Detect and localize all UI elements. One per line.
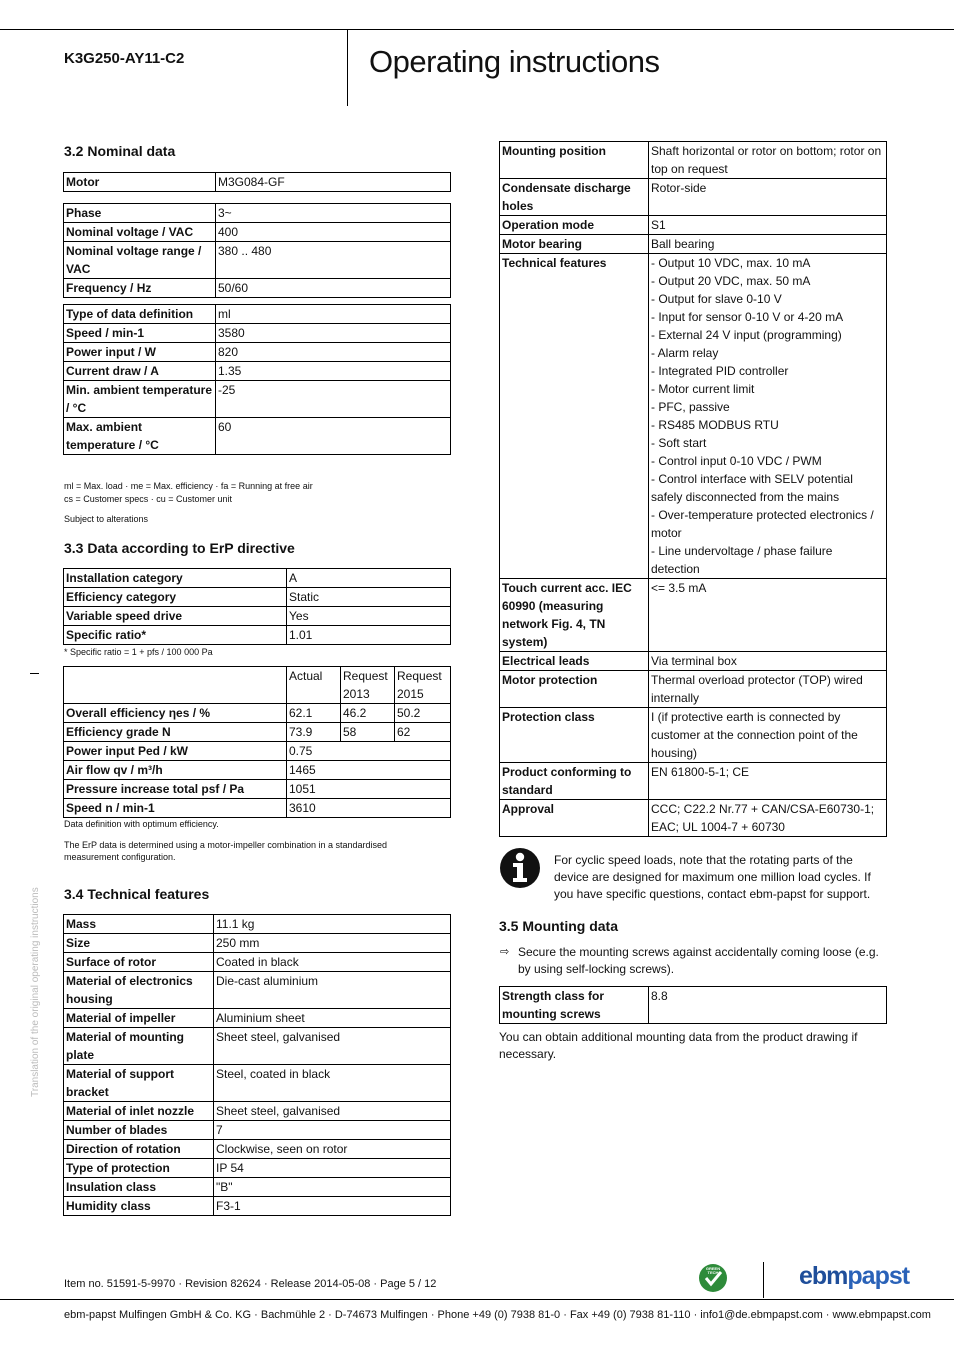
section-heading-erp: 3.3 Data according to ErP directive bbox=[64, 540, 295, 556]
row-value: Sheet steel, galvanised bbox=[214, 1028, 451, 1065]
row-value: Static bbox=[287, 588, 451, 607]
sidebar-translation-note: Translation of the original operating instructions bbox=[30, 887, 41, 1097]
row-label: Technical features bbox=[500, 254, 649, 579]
row-value: Coated in black bbox=[214, 953, 451, 972]
row-value: 1465 bbox=[287, 761, 451, 780]
electrical-row bbox=[64, 204, 451, 223]
col-request-2015: Request 2015 bbox=[395, 667, 451, 704]
row-label: Mounting position bbox=[500, 142, 649, 179]
row-label: Material of impeller bbox=[64, 1009, 214, 1028]
motor-row bbox=[64, 173, 451, 192]
row-label: Speed / min-1 bbox=[64, 324, 216, 343]
subject-to-alterations: Subject to alterations bbox=[64, 514, 149, 524]
row-value: 50.2 bbox=[395, 704, 451, 723]
row-label: Frequency / Hz bbox=[64, 279, 216, 298]
row-value: M3G084-GF bbox=[216, 173, 451, 192]
efficiency-row bbox=[64, 723, 451, 742]
row-value: Rotor-side bbox=[649, 179, 887, 216]
operating-row bbox=[64, 343, 451, 362]
row-value: -25 bbox=[216, 381, 451, 418]
row-value: Shaft horizontal or rotor on bottom; rotor on top on request bbox=[649, 142, 887, 179]
row-label: Touch current acc. IEC 60990 (measuring network Fig. 4, TN system) bbox=[500, 579, 649, 652]
row-label: Power input / W bbox=[64, 343, 216, 362]
row-value: F3-1 bbox=[214, 1197, 451, 1216]
green-tech-badge bbox=[698, 1263, 728, 1293]
document-title: Operating instructions bbox=[369, 44, 660, 79]
row-label: Product conforming to standard bbox=[500, 763, 649, 800]
info-text: For cyclic speed loads, note that the rotating parts of the device are designed for maximum one million load cycles. If you have specific questions, contact ebm-papst for support. bbox=[554, 853, 871, 901]
row-label: Operation mode bbox=[500, 216, 649, 235]
row-value: 0.75 bbox=[287, 742, 451, 761]
row-value: I (if protective earth is connected by customer at the connection point of the housing) bbox=[649, 708, 887, 763]
erp-row bbox=[64, 588, 451, 607]
row-label: Strength class for mounting screws bbox=[500, 987, 649, 1024]
row-label: Motor bbox=[64, 173, 216, 192]
row-label: Pressure increase total psf / Pa bbox=[64, 780, 287, 799]
more-mounting-data: You can obtain additional mounting data from the product drawing if necessary. bbox=[499, 1030, 858, 1061]
row-label: Speed n / min-1 bbox=[64, 799, 287, 818]
row-label: Material of mounting plate bbox=[64, 1028, 214, 1065]
row-label: Type of data definition bbox=[64, 305, 216, 324]
row-value: Clockwise, seen on rotor bbox=[214, 1140, 451, 1159]
row-label: Humidity class bbox=[64, 1197, 214, 1216]
property-row bbox=[500, 763, 887, 800]
technical-features-table bbox=[63, 914, 451, 1216]
property-row bbox=[500, 579, 887, 652]
technical-row bbox=[64, 1121, 451, 1140]
row-value: S1 bbox=[649, 216, 887, 235]
row-value: IP 54 bbox=[214, 1159, 451, 1178]
row-label: Condensate discharge holes bbox=[500, 179, 649, 216]
row-label: Variable speed drive bbox=[64, 607, 287, 626]
row-label: Min. ambient temperature / °C bbox=[64, 381, 216, 418]
technical-row bbox=[64, 1102, 451, 1121]
operating-data-table bbox=[63, 304, 451, 455]
row-value: Via terminal box bbox=[649, 652, 887, 671]
footer-rule bbox=[0, 1299, 954, 1300]
legend-line-2: cs = Customer specs · cu = Customer unit bbox=[64, 494, 233, 504]
erp-note-2: The ErP data is determined using a motor-impeller combination in a standardised measurement configuration. bbox=[64, 840, 388, 862]
row-value: EN 61800-5-1; CE bbox=[649, 763, 887, 800]
row-value: 50/60 bbox=[216, 279, 451, 298]
operating-row bbox=[64, 381, 451, 418]
row-value: 3580 bbox=[216, 324, 451, 343]
electrical-data-table bbox=[63, 203, 451, 298]
efficiency-row bbox=[64, 799, 451, 818]
row-label: Material of inlet nozzle bbox=[64, 1102, 214, 1121]
erp-row bbox=[64, 569, 451, 588]
arrow-bullet-icon: ⇨ bbox=[500, 946, 510, 958]
property-row bbox=[500, 179, 887, 216]
row-label: Nominal voltage range / VAC bbox=[64, 242, 216, 279]
row-value: 400 bbox=[216, 223, 451, 242]
operating-row bbox=[64, 418, 451, 455]
technical-row bbox=[64, 1140, 451, 1159]
property-row bbox=[500, 216, 887, 235]
row-value: Sheet steel, galvanised bbox=[214, 1102, 451, 1121]
row-label: Motor protection bbox=[500, 671, 649, 708]
operating-row bbox=[64, 362, 451, 381]
mounting-instruction: Secure the mounting screws against accidentally coming loose (e.g. by using self-locking screws). bbox=[518, 945, 879, 976]
row-label: Size bbox=[64, 934, 214, 953]
erp-row bbox=[64, 607, 451, 626]
technical-row bbox=[64, 953, 451, 972]
property-row bbox=[500, 800, 887, 837]
technical-row bbox=[64, 1028, 451, 1065]
row-label: Protection class bbox=[500, 708, 649, 763]
row-value: 380 .. 480 bbox=[216, 242, 451, 279]
row-label: Installation category bbox=[64, 569, 287, 588]
erp-note-1: Data definition with optimum efficiency. bbox=[64, 819, 219, 829]
row-value: 3610 bbox=[287, 799, 451, 818]
row-label: Efficiency category bbox=[64, 588, 287, 607]
technical-row bbox=[64, 972, 451, 1009]
efficiency-table bbox=[63, 666, 451, 818]
row-label: Number of blades bbox=[64, 1121, 214, 1140]
row-value: 62 bbox=[395, 723, 451, 742]
row-label: Phase bbox=[64, 204, 216, 223]
electrical-row bbox=[64, 242, 451, 279]
col-request-2013: Request 2013 bbox=[341, 667, 395, 704]
row-value: 1.01 bbox=[287, 626, 451, 645]
technical-row bbox=[64, 1065, 451, 1102]
header-top-rule bbox=[0, 29, 954, 30]
company-address-line: ebm-papst Mulfingen GmbH & Co. KG · Bachmühle 2 · D-74673 Mulfingen · Phone +49 (0) 7938 81-0 · Fax +49 (0) 7938 81-110 · info1@de.ebmpapst.com · www.ebmpapst.com bbox=[64, 1309, 931, 1321]
motor-table bbox=[63, 172, 451, 192]
product-code: K3G250-AY11-C2 bbox=[64, 50, 185, 67]
section-heading-nominal-data: 3.2 Nominal data bbox=[64, 143, 176, 159]
row-label: Surface of rotor bbox=[64, 953, 214, 972]
row-label: Max. ambient temperature / °C bbox=[64, 418, 216, 455]
technical-row bbox=[64, 915, 451, 934]
col-actual: Actual bbox=[287, 667, 341, 704]
property-row bbox=[500, 142, 887, 179]
electrical-row bbox=[64, 279, 451, 298]
row-label: Air flow qv / m³/h bbox=[64, 761, 287, 780]
row-value: 60 bbox=[216, 418, 451, 455]
row-value: 62.1 bbox=[287, 704, 341, 723]
property-row bbox=[500, 254, 887, 579]
row-value: CCC; C22.2 Nr.77 + CAN/CSA-E60730-1; EAC; UL 1004-7 + 60730 bbox=[649, 800, 887, 837]
specific-ratio-note: * Specific ratio = 1 + pfs / 100 000 Pa bbox=[64, 647, 213, 657]
row-label: Material of support bracket bbox=[64, 1065, 214, 1102]
efficiency-row bbox=[64, 742, 451, 761]
row-value: - Output 10 VDC, max. 10 mA - Output 20 VDC, max. 50 mA - Output for slave 0-10 V - Input for sensor 0-10 V or 4-20 mA - External 24 V input (programming) - Alarm relay - Integrated PID controller - Motor current limit - PFC, passive - RS485 MODBUS RTU - Soft start - Control input 0-10 VDC / PWM - Control interface with SELV potential safely disconnected from the mains - Over-temperature protected electronics / motor - Line undervoltage / phase failure detection bbox=[649, 254, 887, 579]
row-label: Approval bbox=[500, 800, 649, 837]
row-value: 820 bbox=[216, 343, 451, 362]
row-label: Specific ratio* bbox=[64, 626, 287, 645]
section-heading-technical-features: 3.4 Technical features bbox=[64, 886, 210, 902]
row-value: 58 bbox=[341, 723, 395, 742]
row-value: "B" bbox=[214, 1178, 451, 1197]
technical-row bbox=[64, 1197, 451, 1216]
row-value: Aluminium sheet bbox=[214, 1009, 451, 1028]
electrical-row bbox=[64, 223, 451, 242]
row-value: Ball bearing bbox=[649, 235, 887, 254]
mounting-row bbox=[500, 987, 887, 1024]
row-value: 11.1 kg bbox=[214, 915, 451, 934]
section-heading-mounting-data: 3.5 Mounting data bbox=[499, 918, 618, 934]
property-row bbox=[500, 652, 887, 671]
technical-row bbox=[64, 1178, 451, 1197]
mounting-table bbox=[499, 986, 887, 1024]
ebmpapst-logo: ebmpapst bbox=[799, 1262, 910, 1290]
technical-row bbox=[64, 1159, 451, 1178]
efficiency-row bbox=[64, 780, 451, 799]
row-label: Insulation class bbox=[64, 1178, 214, 1197]
row-value: 73.9 bbox=[287, 723, 341, 742]
row-value: 250 mm bbox=[214, 934, 451, 953]
row-value: <= 3.5 mA bbox=[649, 579, 887, 652]
row-label: Nominal voltage / VAC bbox=[64, 223, 216, 242]
row-value: 8.8 bbox=[649, 987, 887, 1024]
legend-line-1: ml = Max. load · me = Max. efficiency · fa = Running at free air bbox=[64, 481, 313, 491]
efficiency-row bbox=[64, 704, 451, 723]
technical-row bbox=[64, 934, 451, 953]
operating-row bbox=[64, 324, 451, 343]
footer-logo-divider bbox=[763, 1262, 764, 1298]
device-properties-table bbox=[499, 141, 887, 837]
technical-row bbox=[64, 1009, 451, 1028]
info-icon bbox=[499, 847, 541, 889]
erp-row bbox=[64, 626, 451, 645]
row-label: Overall efficiency ηes / % bbox=[64, 704, 287, 723]
row-value: 1051 bbox=[287, 780, 451, 799]
row-value: 3~ bbox=[216, 204, 451, 223]
row-value: Thermal overload protector (TOP) wired internally bbox=[649, 671, 887, 708]
property-row bbox=[500, 671, 887, 708]
efficiency-header-blank bbox=[64, 667, 287, 704]
efficiency-row bbox=[64, 761, 451, 780]
header-divider bbox=[347, 29, 348, 106]
row-label: Type of protection bbox=[64, 1159, 214, 1178]
row-value: Yes bbox=[287, 607, 451, 626]
row-value: A bbox=[287, 569, 451, 588]
row-value: Die-cast aluminium bbox=[214, 972, 451, 1009]
item-revision-line: Item no. 51591-5-9970 · Revision 82624 · Release 2014-05-08 · Page 5 / 12 bbox=[64, 1278, 437, 1290]
green-tech-badge-text: GREEN TECH bbox=[705, 1266, 721, 1275]
row-label: Electrical leads bbox=[500, 652, 649, 671]
row-value: 46.2 bbox=[341, 704, 395, 723]
row-value: 1.35 bbox=[216, 362, 451, 381]
erp-table bbox=[63, 568, 451, 645]
row-value: 7 bbox=[214, 1121, 451, 1140]
row-value: Steel, coated in black bbox=[214, 1065, 451, 1102]
property-row bbox=[500, 235, 887, 254]
row-label: Current draw / A bbox=[64, 362, 216, 381]
row-label: Mass bbox=[64, 915, 214, 934]
row-label: Efficiency grade N bbox=[64, 723, 287, 742]
row-label: Direction of rotation bbox=[64, 1140, 214, 1159]
margin-tick bbox=[30, 673, 39, 674]
row-label: Material of electronics housing bbox=[64, 972, 214, 1009]
row-label: Motor bearing bbox=[500, 235, 649, 254]
property-row bbox=[500, 708, 887, 763]
row-value: ml bbox=[216, 305, 451, 324]
row-label: Power input Ped / kW bbox=[64, 742, 287, 761]
efficiency-header-row bbox=[64, 667, 451, 704]
operating-row bbox=[64, 305, 451, 324]
